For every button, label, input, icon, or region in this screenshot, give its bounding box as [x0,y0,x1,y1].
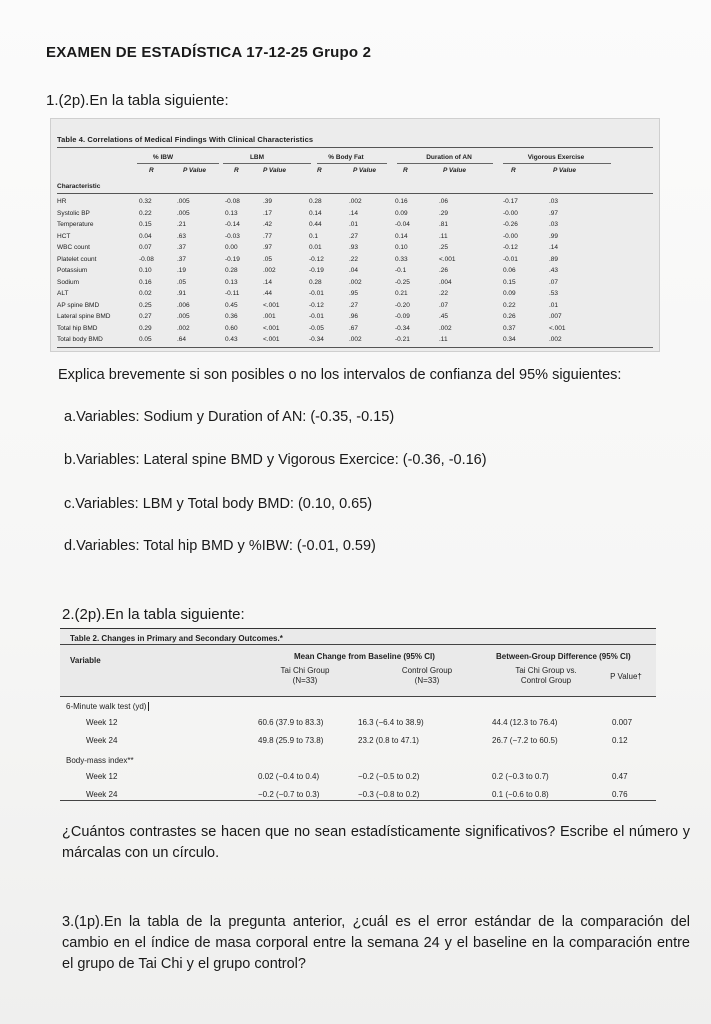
table-cell: .17 [263,209,273,217]
diff-value: 0.2 (−0.3 to 0.7) [492,772,549,781]
table-cell: .25 [439,244,449,251]
characteristic-header: Characteristic [57,183,101,190]
sub-p: P Value [353,167,377,174]
row-label: Week 24 [86,790,118,799]
sub-r: R [234,167,239,174]
row-label: Systolic BP [57,209,90,217]
table-cell: .11 [439,336,448,343]
row-label: Lateral spine BMD [57,313,111,320]
table-cell: 0.60 [225,324,238,332]
table-cell: 0.37 [503,324,516,332]
table-cell: .37 [177,255,187,263]
text-cursor-icon [148,702,149,711]
row-label: Week 12 [86,718,118,727]
table-cell: 0.00 [225,244,238,251]
table-cell: .93 [349,244,359,251]
table-rule [60,800,656,801]
table-cell: 0.09 [395,209,408,217]
table-cell: -0.08 [139,255,154,263]
table-4-title: Table 4. Correlations of Medical Findings With Clinical Characteristics [57,135,314,144]
row-label: Total body BMD [57,336,103,343]
table-cell: .07 [549,278,559,286]
table-cell: .44 [263,290,273,297]
between-sub1: Tai Chi Group vs. [515,666,577,675]
table-cell: 0.16 [139,278,152,286]
table-cell: .89 [549,255,559,263]
table-cell: .22 [349,255,359,263]
option-d: d.Variables: Total hip BMD y %IBW: (-0.01, 0.59) [64,538,376,554]
table-row [57,266,653,275]
table-row [57,312,653,321]
table-cell: -0.34 [395,324,410,332]
table-cell: .002 [263,267,276,274]
table-cell: .97 [549,209,559,217]
table-row [57,232,653,241]
table-cell: -0.34 [309,336,324,343]
table-row [57,278,653,287]
group-underline [317,163,387,164]
table-cell: 0.06 [503,267,516,274]
col-group-duration: Duration of AN [426,154,472,161]
table-cell: 0.14 [395,232,408,240]
table-rule [60,696,656,697]
between-sub2: Control Group [520,676,572,685]
table-cell: -0.01 [309,313,324,320]
table-cell: .002 [349,336,362,343]
table-cell: .14 [263,278,273,286]
row-label: Week 24 [86,736,118,745]
table-cell: -0.26 [503,221,518,228]
table-cell: 0.22 [503,301,516,309]
p-value: 0.76 [612,790,628,799]
group-underline [503,163,611,164]
section-label [66,702,149,711]
table-cell: 0.27 [139,313,152,320]
table-cell: .002 [177,324,190,332]
diff-value: 44.4 (12.3 to 76.4) [492,718,558,727]
row-label: Total hip BMD [57,324,98,332]
group-underline [397,163,493,164]
table-cell: 0.15 [503,278,516,286]
table-cell: -0.11 [225,290,240,297]
table-cell: -0.14 [225,221,240,228]
table-cell: .002 [549,336,562,343]
table-cell: -0.08 [225,198,240,205]
table-cell: .004 [439,278,452,286]
question-2-heading: 2.(2p).En la tabla siguiente: [62,606,245,623]
control-value: −0.2 (−0.5 to 0.2) [358,772,420,781]
table-cell: 0.32 [139,198,152,205]
table-cell: .007 [549,313,562,320]
table-cell: 0.13 [225,209,238,217]
row-label: WBC count [57,244,90,251]
table-cell: 0.02 [139,290,152,297]
group-underline [223,163,311,164]
option-b: b.Variables: Lateral spine BMD y Vigorous Exercice: (-0.36, -0.16) [64,452,487,468]
table-cell: .81 [439,221,449,228]
table-cell: .26 [439,267,449,274]
table-cell: .53 [549,290,559,297]
table-cell: .14 [549,244,559,251]
table-cell: -0.12 [309,301,324,309]
row-label: ALT [57,290,69,297]
section-label-text: 6-Minute walk test (yd) [66,702,147,711]
table-cell: 0.13 [225,278,238,286]
question-1-prompt: Explica brevemente si son posibles o no los intervalos de confianza del 95% siguientes: [58,367,622,383]
section-label-text: Body-mass index** [66,756,134,765]
p-value: 0.47 [612,772,628,781]
row-label: HCT [57,232,71,240]
table-cell: .21 [177,221,187,228]
table-cell: 0.15 [139,221,152,228]
row-label: Week 12 [86,772,118,781]
table-cell: .001 [263,313,276,320]
group-underline [137,163,219,164]
table-cell: -0.00 [503,209,518,217]
pvalue-header: P Value† [610,672,642,681]
taichi-n: (N=33) [292,676,318,685]
question-3-text: 3.(1p).En la tabla de la pregunta anterior, ¿cuál es el error estándar de la comparación del cambio en el índice de masa corporal entre la semana 24 y el baseline en la comparación entre el grupo de Tai Chi y el grupo control? [62,914,690,972]
table-row [57,209,653,218]
table-cell: 0.44 [309,221,322,228]
variable-header: Variable [70,656,101,665]
col-group-lbm: LBM [249,154,265,161]
table-cell: .29 [439,209,449,217]
table-cell: 0.34 [503,336,516,343]
table-cell: .43 [549,267,559,274]
table-cell: .77 [263,232,273,240]
table-row [57,255,653,264]
control-value: 23.2 (0.8 to 47.1) [358,736,419,745]
table-cell: 0.28 [225,267,238,274]
table-cell: 0.07 [139,244,152,251]
table-cell: .39 [263,198,273,205]
table-cell: .91 [177,290,187,297]
sub-p: P Value [263,167,287,174]
row-label: Temperature [57,221,94,228]
table-rule [60,644,656,645]
table-cell: .006 [177,301,190,309]
correlations-table [50,118,660,352]
taichi-value: −0.2 (−0.7 to 0.3) [258,790,320,799]
sub-r: R [149,167,154,174]
table-rule [57,193,653,194]
table-row [57,335,653,344]
taichi-value: 49.8 (25.9 to 73.8) [258,736,324,745]
table-cell: .04 [349,267,359,274]
taichi-header [260,666,350,686]
table-cell: .22 [439,290,449,297]
table-cell: 0.26 [503,313,516,320]
table-cell: -0.19 [225,255,240,263]
table-cell: <.001 [549,324,566,332]
sub-p: P Value [183,167,207,174]
table-cell: -0.17 [503,198,518,205]
table-row [57,324,653,333]
table-cell: -0.05 [309,324,324,332]
p-value: 0.12 [612,736,628,745]
table-cell: 0.45 [225,301,238,309]
table-cell: -0.20 [395,301,410,309]
table-cell: .03 [549,198,559,205]
col-group-vigorous: Vigorous Exercise [527,154,585,161]
row-label: AP spine BMD [57,301,100,309]
option-c: c.Variables: LBM y Total body BMD: (0.10, 0.65) [64,496,373,512]
table-2-title: Table 2. Changes in Primary and Secondary Outcomes.* [70,634,283,643]
table-cell: .06 [439,198,449,205]
table-cell: .96 [349,313,359,320]
table-cell: 0.22 [139,209,152,217]
table-cell: .64 [177,336,187,343]
table-cell: 0.09 [503,290,516,297]
table-row [57,243,653,252]
table-cell: 0.10 [395,244,408,251]
control-label: Control Group [401,666,453,675]
table-cell: .14 [349,209,359,217]
table-cell: -0.09 [395,313,410,320]
table-cell: .07 [439,301,449,309]
table-cell: .63 [177,232,187,240]
row-label: Platelet count [57,255,97,263]
table-cell: .01 [549,301,559,309]
table-cell: 0.1 [309,232,319,240]
sub-r: R [403,167,408,174]
table-cell: -0.04 [395,221,410,228]
table-cell: .11 [439,232,448,240]
table-cell: .27 [349,301,359,309]
table-cell: -0.00 [503,232,518,240]
table-cell: .002 [349,198,362,205]
table-cell: <.001 [263,301,280,309]
outcomes-table [60,622,656,812]
table-cell: .37 [177,244,187,251]
table-cell: 0.43 [225,336,238,343]
col-group-bodyfat: % Body Fat [328,154,364,161]
table-cell: -0.12 [503,244,518,251]
table-cell: 0.29 [139,324,152,332]
table-cell: -0.1 [395,267,407,274]
control-value: −0.3 (−0.8 to 0.2) [358,790,420,799]
table-cell: -0.19 [309,267,324,274]
taichi-value: 60.6 (37.9 to 83.3) [258,718,324,727]
table-rule [57,147,653,148]
row-label: HR [57,198,67,205]
row-label: Sodium [57,278,80,286]
table-cell: -0.01 [309,290,324,297]
table-cell: .005 [177,209,190,217]
sub-p: P Value [553,167,577,174]
table-cell: <.001 [439,255,456,263]
table-cell: 0.04 [139,232,152,240]
table-cell: .05 [177,278,187,286]
table-row [57,289,653,298]
table-cell: -0.21 [395,336,410,343]
table-cell: 0.28 [309,198,322,205]
table-cell: .05 [263,255,273,263]
table-cell: 0.28 [309,278,322,286]
table-cell: 0.33 [395,255,408,263]
control-value: 16.3 (−6.4 to 38.9) [358,718,424,727]
sub-p: P Value [443,167,467,174]
taichi-value: 0.02 (−0.4 to 0.4) [258,772,320,781]
diff-value: 26.7 (−7.2 to 60.5) [492,736,558,745]
table-cell: <.001 [263,324,280,332]
row-label: Potassium [57,267,88,274]
table-cell: .67 [349,324,359,332]
col-group-ibw: % IBW [152,154,174,161]
table-cell: .95 [349,290,359,297]
table-cell: .99 [549,232,559,240]
table-cell: 0.14 [309,209,322,217]
table-cell: .19 [177,267,187,274]
table-cell: 0.01 [309,244,322,251]
table-cell: -0.25 [395,278,410,286]
table-cell: .97 [263,244,273,251]
control-header [382,666,472,686]
table-cell: .01 [349,221,359,228]
sub-r: R [511,167,516,174]
table-cell: -0.12 [309,255,324,263]
table-cell: .005 [177,198,190,205]
p-value: 0.007 [612,718,633,727]
table-rule [57,347,653,348]
question-1-heading: 1.(2p).En la tabla siguiente: [46,92,229,109]
table-row [57,301,653,310]
table-cell: .002 [349,278,362,286]
sub-r: R [317,167,322,174]
table-cell: .42 [263,221,273,228]
table-cell: 0.16 [395,198,408,205]
table-cell: .03 [549,221,559,228]
table-cell: -0.03 [225,232,240,240]
table-row [57,197,653,206]
table-row [57,220,653,229]
question-2-text: ¿Cuántos contrastes se hacen que no sean estadísticamente significativos? Escribe el número y márcalas con un círculo. [62,824,690,861]
diff-value: 0.1 (−0.6 to 0.8) [492,790,549,799]
table-cell: .002 [439,324,452,332]
between-subheader [496,666,596,686]
table-cell: 0.36 [225,313,238,320]
table-cell: .27 [349,232,359,240]
table-cell: 0.10 [139,267,152,274]
option-a: a.Variables: Sodium y Duration of AN: (-0.35, -0.15) [64,409,395,425]
taichi-label: Tai Chi Group [280,666,330,675]
table-cell: .005 [177,313,190,320]
control-n: (N=33) [414,676,440,685]
table-cell: 0.05 [139,336,152,343]
table-cell: 0.21 [395,290,408,297]
between-group-header: Between-Group Difference (95% CI) [496,652,631,661]
table-cell: 0.25 [139,301,152,309]
table-cell: .45 [439,313,449,320]
table-cell: <.001 [263,336,280,343]
mean-change-header: Mean Change from Baseline (95% CI) [294,652,435,661]
exam-title: EXAMEN DE ESTADÍSTICA 17-12-25 Grupo 2 [46,44,372,61]
section-label [66,756,134,765]
table-cell: -0.01 [503,255,518,263]
